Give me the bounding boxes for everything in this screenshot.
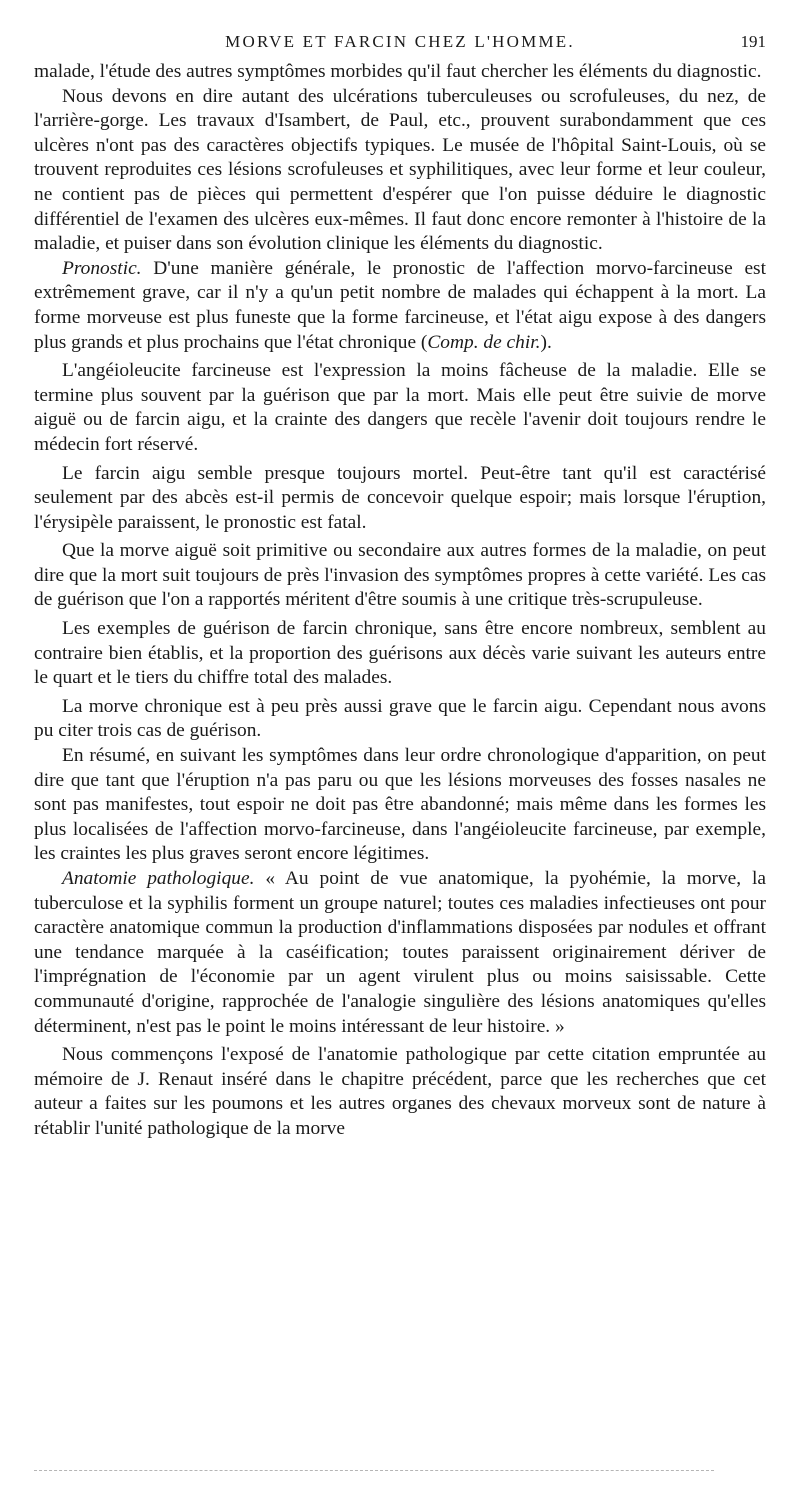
- paragraph-pronostic-text: D'une manière générale, le pronostic de l'affection morvo-farcineuse est extrêmement grave, car il n'y a qu'un petit nombre de malades qui échappent à la mort. La forme morveuse est plus funeste que la forme farcineuse, et l'état aigu expose à des dangers plus grands et plus prochains que l'état chronique (: [34, 257, 766, 353]
- running-title: MORVE ET FARCIN CHEZ L'HOMME.: [225, 32, 575, 51]
- paragraph-angeioleucite: L'angéioleucite farcineuse est l'expression la moins fâcheuse de la maladie. Elle se termine plus souvent par la guérison que par la mort. Mais elle peut être suivie de morve aiguë ou de farcin aigu, et la crainte des dangers que recèle l'avenir doit toujours rendre le médecin fort réservé.: [34, 360, 766, 455]
- section-heading-pronostic: Pronostic.: [62, 257, 142, 279]
- paragraph-morve-chronique: La morve chronique est à peu près aussi grave que le farcin aigu. Cependant nous avons pu citer trois cas de guérison.: [34, 695, 766, 742]
- section-heading-anatomie: Anatomie pathologique.: [62, 868, 255, 889]
- book-page: [34, 28, 766, 1142]
- paragraph-renaut: Nous commençons l'exposé de l'anatomie pathologique par cette citation empruntée au mémoire de J. Renaut inséré dans le chapitre précédent, parce que les recherches que cet auteur a faites sur les poumons et les autres organes des chevaux morveux sont de nature à rétablir l'unité pathologique de la morve: [34, 1044, 766, 1139]
- paragraph-morve-aigue: Que la morve aiguë soit primitive ou secondaire aux autres formes de la maladie, on peut dire que la mort suit toujours de près l'invasion des symptômes propres à cette variété. Les cas de guérison que l'on a rapportés méritent d'être soumis à une critique très-scrupuleuse.: [34, 540, 766, 611]
- paragraph-pronostic-end: ).: [540, 331, 552, 353]
- bottom-scan-rule: [34, 1470, 714, 1471]
- paragraph-farcin-chronique: Les exemples de guérison de farcin chronique, sans être encore nombreux, semblent au contraire bien établis, et la proportion des guérisons aux décès varie suivant les auteurs entre le quart et le tiers du chiffre total des malades.: [34, 618, 766, 689]
- paragraph-ulcerations: Nous devons en dire autant des ulcérations tuberculeuses ou scrofuleuses, du nez, de l'arrière-gorge. Les travaux d'Isambert, de Paul, etc., prouvent surabondamment que ces ulcères n'ont pas des caractères objectifs typiques. Le musée de l'hôpital Saint-Louis, où se trouvent reproduites ces lésions scrofuleuses et syphilitiques, avec leur forme et leur couleur, ne contient pas de pièces qui permettent d'espérer que l'on puisse déduire le diagnostic différentiel de l'examen des ulcères eux-mêmes. Il faut donc encore remonter à l'histoire de la maladie, et puiser dans son évolution clinique les éléments du diagnostic.: [34, 85, 766, 255]
- reference-comp-chir: Comp. de chir.: [427, 331, 541, 353]
- paragraph-pronostic: [34, 257, 766, 355]
- paragraph-farcin-aigu: Le farcin aigu semble presque toujours mortel. Peut-être tant qu'il est caractérisé seulement par des abcès est-il permis de concevoir quelque espoir; mais lorsque l'éruption, l'érysipèle paraissent, le pronostic est fatal.: [34, 462, 766, 533]
- paragraph-diagnosis-end: malade, l'étude des autres symptômes morbides qu'il faut chercher les éléments du diagnostic.: [34, 61, 762, 82]
- body-text: [34, 60, 766, 1142]
- paragraph-anatomie-text: « Au point de vue anatomique, la pyohémie, la morve, la tuberculose et la syphilis forment un groupe naturel; toutes ces maladies infectieuses ont pour caractère anatomique commun la production d'inflammations disposées par nodules et offrant une tendance marquée à la caséification; toutes paraissent originairement dériver de l'imprégnation de l'économie par un agent virulent plus ou moins saisissable. Cette communauté d'origine, rapprochée de l'analogie singulière des lésions anatomiques qu'elles déterminent, n'est pas le point le moins intéressant de leur histoire. »: [34, 868, 767, 1037]
- page-header: [34, 28, 766, 56]
- paragraph-anatomie: [34, 867, 766, 1039]
- paragraph-resume: En résumé, en suivant les symptômes dans leur ordre chronologique d'apparition, on peut dire que tant que l'éruption n'a pas paru ou que les lésions morveuses des fosses nasales ne sont pas manifestes, tout espoir ne doit pas être abandonné; mais même dans les formes les plus localisées de l'affection morvo-farcineuse, dans l'angéioleucite farcineuse, par exemple, les craintes les plus graves seront encore légitimes.: [34, 745, 766, 865]
- page-number: 191: [740, 32, 766, 51]
